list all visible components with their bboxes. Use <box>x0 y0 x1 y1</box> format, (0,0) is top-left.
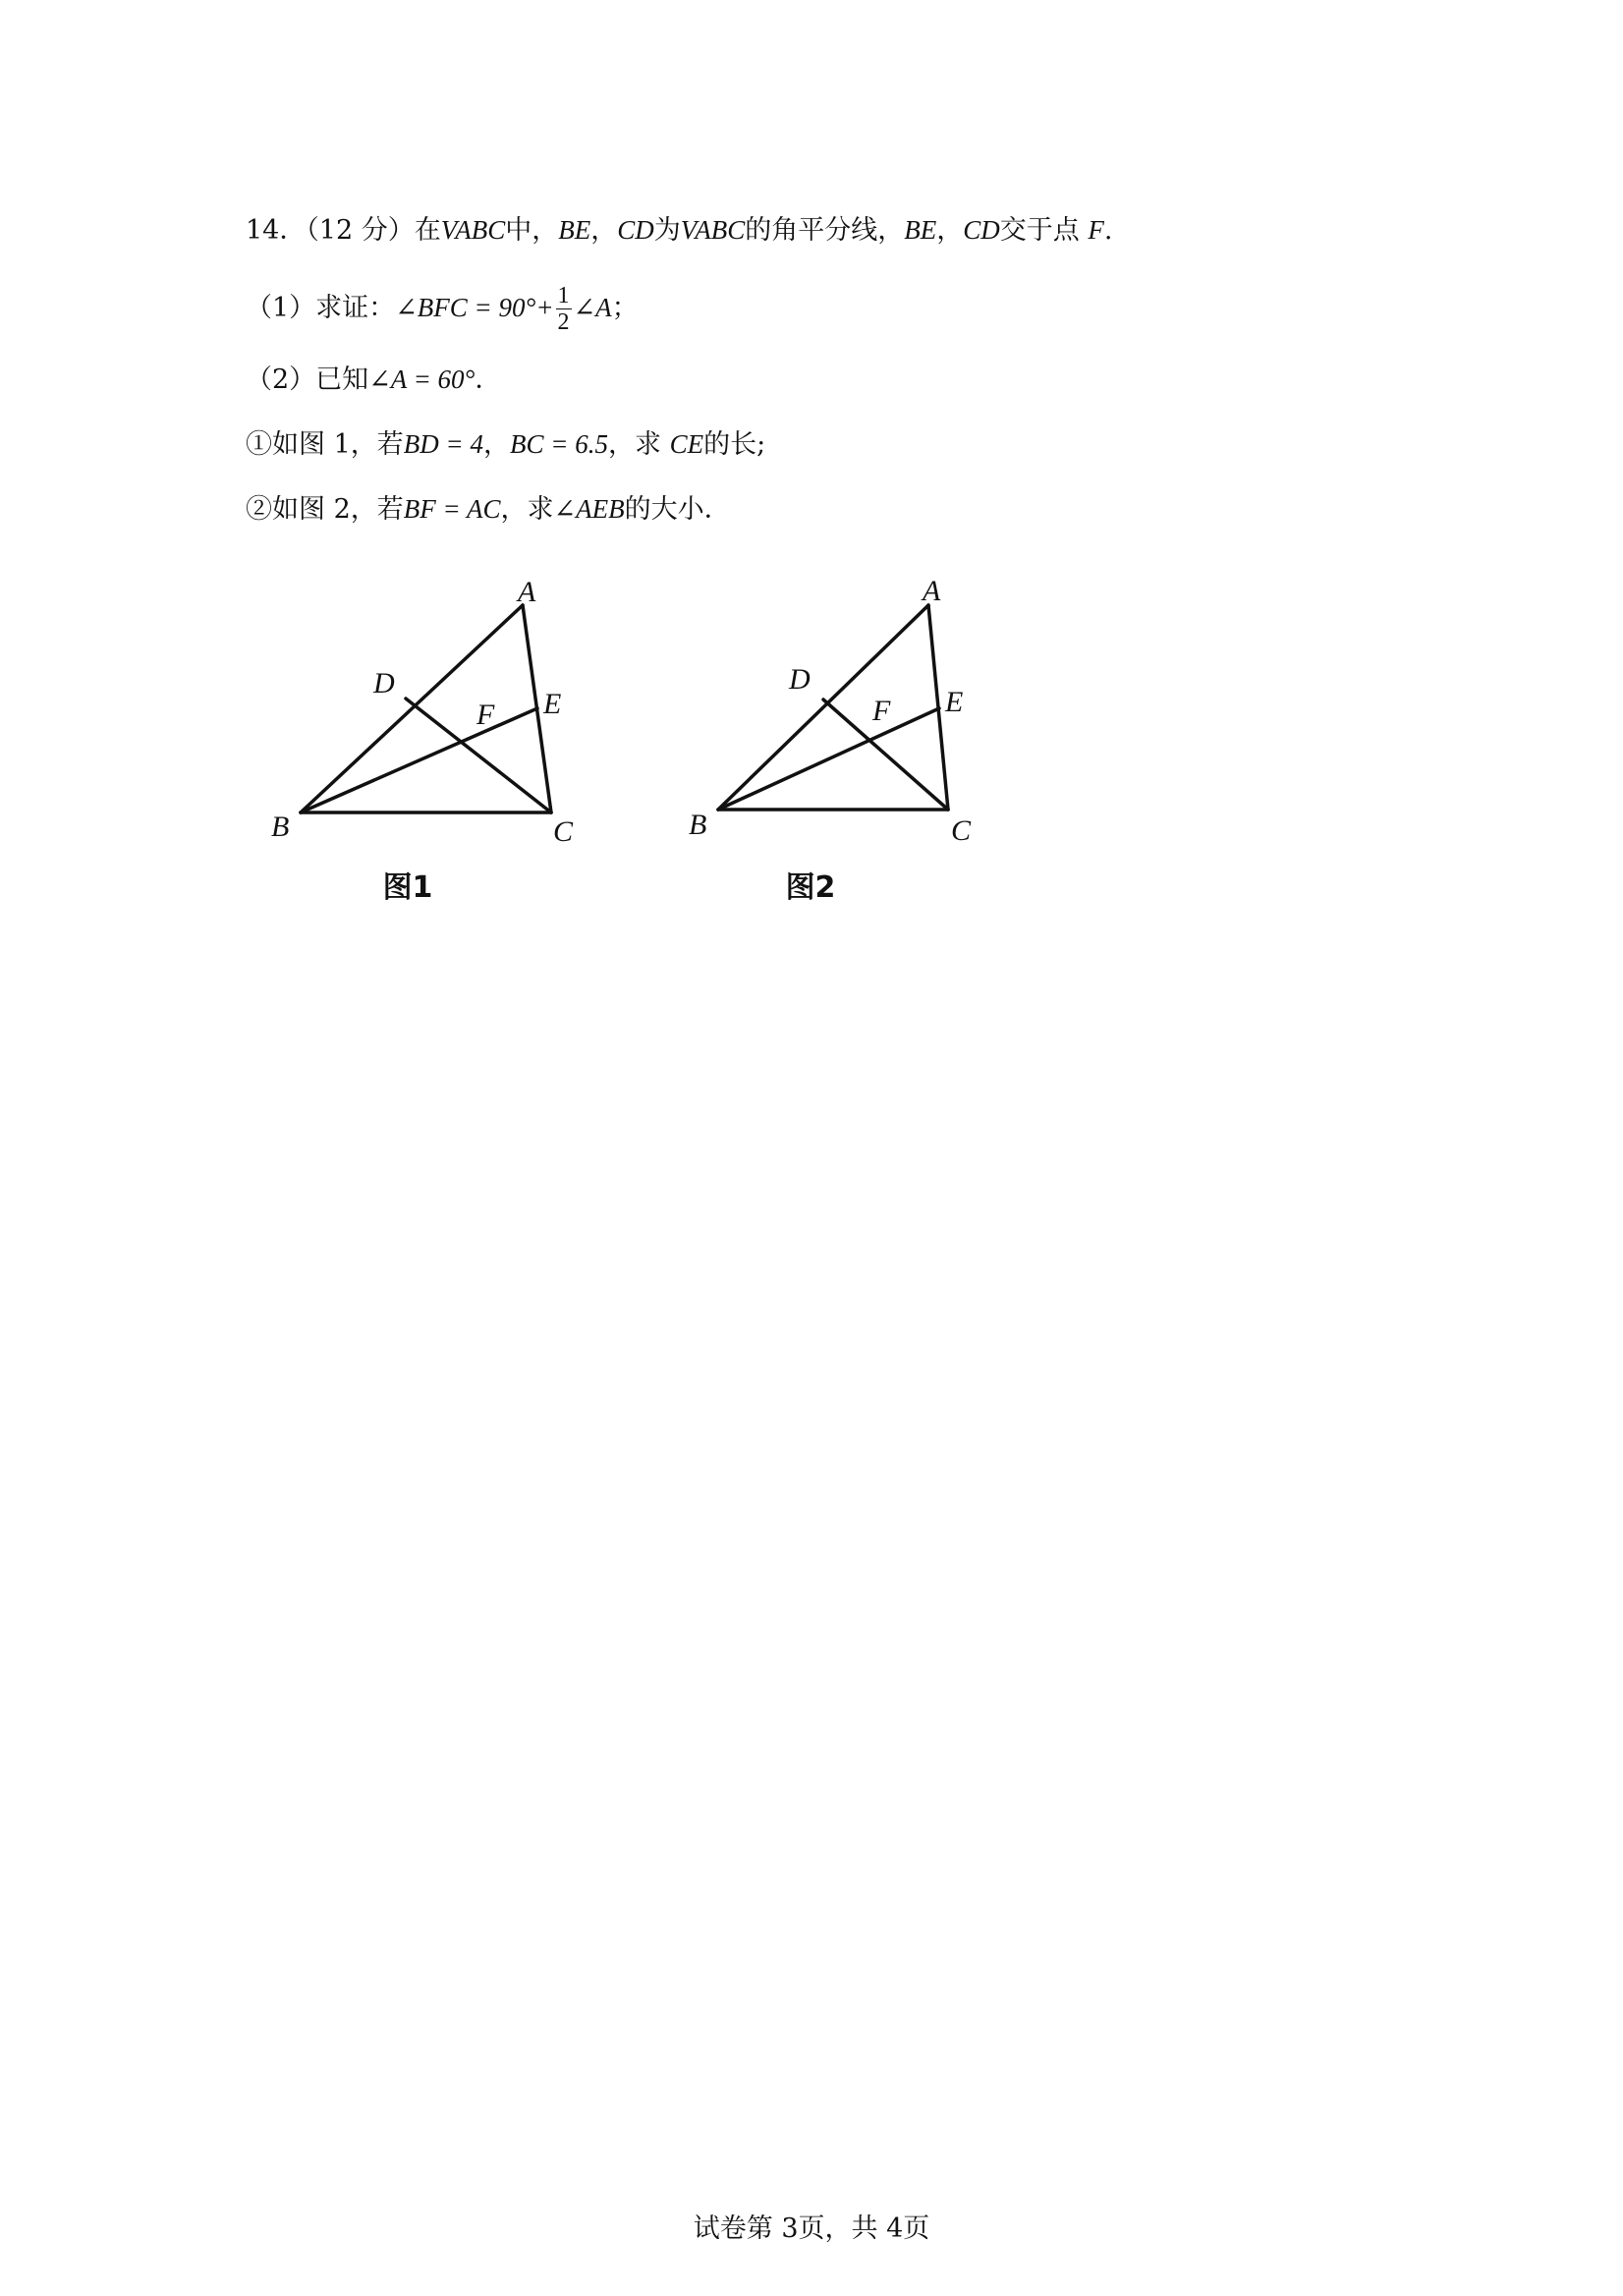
part-2 <box>246 360 501 400</box>
point-f: F <box>1088 215 1104 245</box>
label-d: D <box>789 663 811 696</box>
period: . <box>1103 215 1113 246</box>
figure-1 <box>260 570 574 905</box>
fraction-denominator: 2 <box>557 309 570 335</box>
segment-cd: CD <box>963 215 1000 245</box>
stem-text: 的大小． <box>624 494 731 525</box>
stem-text: 的长; <box>703 429 766 460</box>
bc-condition: BC = 6.5 <box>509 429 608 459</box>
label-a: A <box>923 575 941 607</box>
semicolon: ； <box>611 293 639 323</box>
page-footer: 试卷第 3页，共 4页 <box>693 2213 930 2244</box>
angle-bfc-expression: ∠BFC = 90°+ <box>395 293 554 322</box>
question-number: 14．（12 分） <box>246 215 415 246</box>
label-c: C <box>553 815 574 848</box>
label-b: B <box>689 809 707 841</box>
label-f: F <box>476 699 495 731</box>
segment-be: BE <box>558 215 591 245</box>
segment-cd: CD <box>617 215 654 245</box>
segment-be-line <box>718 708 939 810</box>
segment-be-line <box>301 708 537 812</box>
segment-be: BE <box>904 215 937 245</box>
triangle-abc: VABC <box>680 215 746 245</box>
label-c: C <box>951 814 972 847</box>
question-stem <box>246 210 1112 251</box>
figure-2 <box>678 570 973 904</box>
stem-text: 在 <box>414 215 441 246</box>
separator: ， <box>590 215 618 246</box>
label-e: E <box>543 688 562 720</box>
figure-1-lines <box>246 570 574 865</box>
part-1 <box>246 283 639 335</box>
stem-text: ，求 <box>607 429 661 460</box>
bf-ac-condition: BF = AC <box>403 494 501 524</box>
stem-text: 为 <box>653 215 681 246</box>
sub-question-2 <box>246 489 731 530</box>
bd-condition: BD = 4 <box>403 429 483 459</box>
part-2-label: （2）已知 <box>246 364 369 395</box>
period: ． <box>475 364 502 395</box>
angle-a: ∠A <box>573 293 612 322</box>
figure-2-lines <box>663 570 987 865</box>
sub-1-label: ①如图 1，若 <box>246 429 404 460</box>
angle-aeb: ∠AEB <box>553 494 625 524</box>
separator: ， <box>482 429 510 460</box>
stem-text: ，求 <box>500 494 554 525</box>
figure-2-caption: 图2 <box>785 870 836 905</box>
fraction-one-half <box>556 283 572 335</box>
stem-text: 交于点 <box>999 215 1080 246</box>
figure-1-caption: 图1 <box>382 870 433 905</box>
label-b: B <box>271 811 290 843</box>
part-1-label: （1）求证： <box>246 293 396 323</box>
side-ab <box>718 605 928 810</box>
separator: ， <box>936 215 964 246</box>
stem-text: 的角平分线， <box>745 215 905 246</box>
sub-2-label: ②如图 2，若 <box>246 494 404 525</box>
sub-question-1 <box>246 424 765 465</box>
angle-a-condition: ∠A = 60° <box>368 364 476 394</box>
triangle-abc: VABC <box>440 215 506 245</box>
stem-text: 中， <box>505 215 559 246</box>
segment-ce: CE <box>669 429 704 459</box>
label-f: F <box>872 695 891 727</box>
label-d: D <box>373 667 395 700</box>
fraction-numerator: 1 <box>557 283 570 308</box>
label-e: E <box>945 686 964 718</box>
label-a: A <box>518 576 536 608</box>
